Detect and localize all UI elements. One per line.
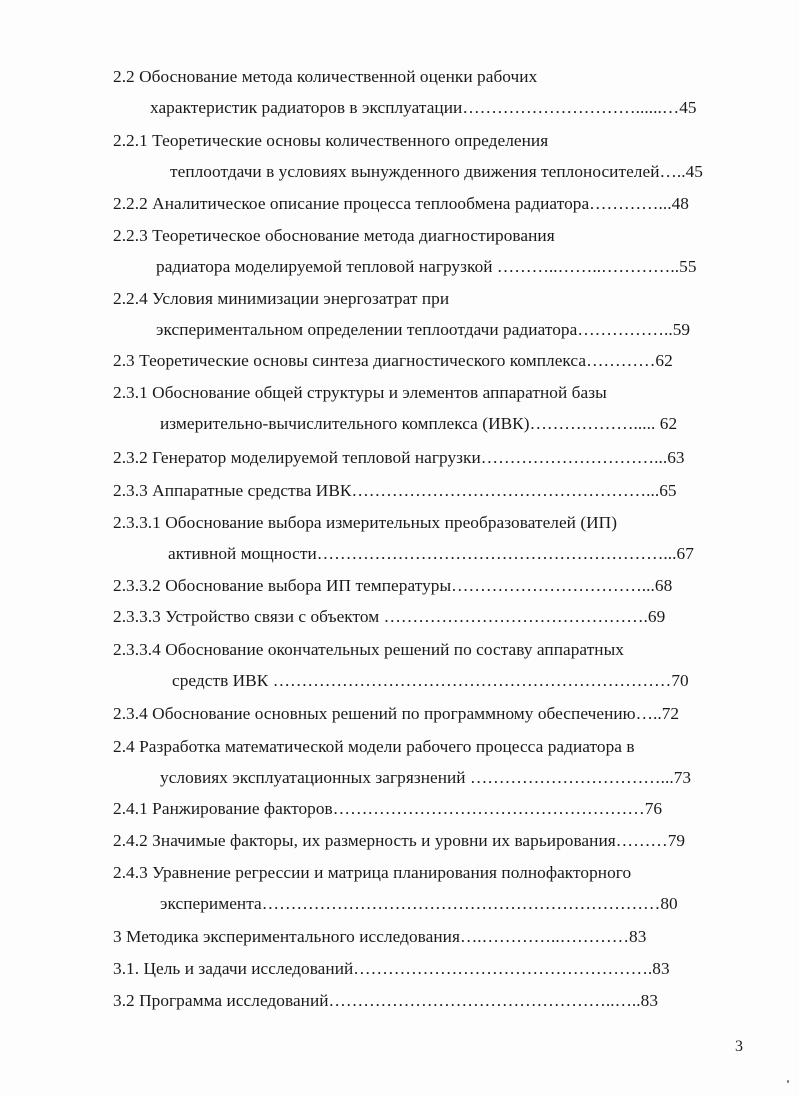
toc-entry-3: 3 Методика экспериментального исследования….…………..…………83: [113, 927, 647, 946]
toc-entry-3-2: 3.2 Программа исследований…………………………………………..…..83: [113, 991, 659, 1010]
toc-entry-2-2-4-cont: экспериментальном определении теплоотдачи радиатора……………..59: [156, 320, 691, 339]
toc-entry-2-3-4: 2.3.4 Обоснование основных решений по программному обеспечению…..72: [113, 704, 680, 723]
toc-entry-2-2-4: 2.2.4 Условия минимизации энергозатрат при: [113, 289, 450, 308]
toc-entry-2-4: 2.4 Разработка математической модели рабочего процесса радиатора в: [113, 737, 635, 756]
toc-entry-2-3: 2.3 Теоретические основы синтеза диагностического комплекса…………62: [113, 351, 673, 370]
toc-entry-2-4-cont: условиях эксплуатационных загрязнений ……………………………...73: [160, 768, 692, 787]
toc-entry-2-2-cont: характеристик радиаторов в эксплуатации…………………………......…45: [150, 98, 697, 117]
toc-entry-2-2-3: 2.2.3 Теоретическое обоснование метода диагностирования: [113, 226, 555, 245]
toc-entry-2-2-3-cont: радиатора моделируемой тепловой нагрузкой ………..……..…………..55: [156, 257, 697, 276]
toc-entry-2-3-1: 2.3.1 Обоснование общей структуры и элементов аппаратной базы: [113, 383, 607, 402]
toc-entry-2-4-3: 2.4.3 Уравнение регрессии и матрица планирования полнофакторного: [113, 863, 632, 882]
toc-entry-2-3-3-1-cont: активной мощности……………………………………………………...67: [168, 544, 694, 563]
toc-entry-2-3-3-1: 2.3.3.1 Обоснование выбора измерительных преобразователей (ИП): [113, 513, 618, 532]
scan-speck: [787, 1080, 789, 1083]
toc-entry-2-2-2: 2.2.2 Аналитическое описание процесса теплообмена радиатора…………...48: [113, 194, 689, 213]
toc-entry-2-3-3-3: 2.3.3.3 Устройство связи с объектом ……………………………………….69: [113, 607, 666, 626]
toc-entry-2-3-3: 2.3.3 Аппаратные средства ИВК……………………………………………...65: [113, 481, 677, 500]
toc-entry-2-2-1-cont: теплоотдачи в условиях вынужденного движения теплоносителей…..45: [170, 162, 703, 181]
toc-entry-2-3-3-4: 2.3.3.4 Обоснование окончательных решений по составу аппаратных: [113, 640, 624, 659]
toc-entry-2-2: 2.2 Обоснование метода количественной оценки рабочих: [113, 67, 538, 86]
toc-entry-2-3-1-cont: измерительно-вычислительного комплекса (ИВК)………………..... 62: [160, 414, 678, 433]
toc-entry-2-4-3-cont: эксперимента……………………………………………………………80: [160, 894, 678, 913]
toc-entry-3-1: 3.1. Цель и задачи исследований…………………………………………….83: [113, 959, 670, 978]
toc-entry-2-4-1: 2.4.1 Ранжирование факторов………………………………………………76: [113, 799, 663, 818]
toc-entry-2-3-3-2: 2.3.3.2 Обоснование выбора ИП температуры……………………………...68: [113, 576, 673, 595]
page-number: 3: [735, 1038, 743, 1055]
toc-entry-2-4-2: 2.4.2 Значимые факторы, их размерность и уровни их варьирования………79: [113, 831, 686, 850]
toc-entry-2-3-2: 2.3.2 Генератор моделируемой тепловой нагрузки…………………………...63: [113, 448, 685, 467]
toc-entry-2-3-3-4-cont: средств ИВК ……………………………………………………………70: [172, 671, 689, 690]
toc-entry-2-2-1: 2.2.1 Теоретические основы количественного определения: [113, 131, 549, 150]
